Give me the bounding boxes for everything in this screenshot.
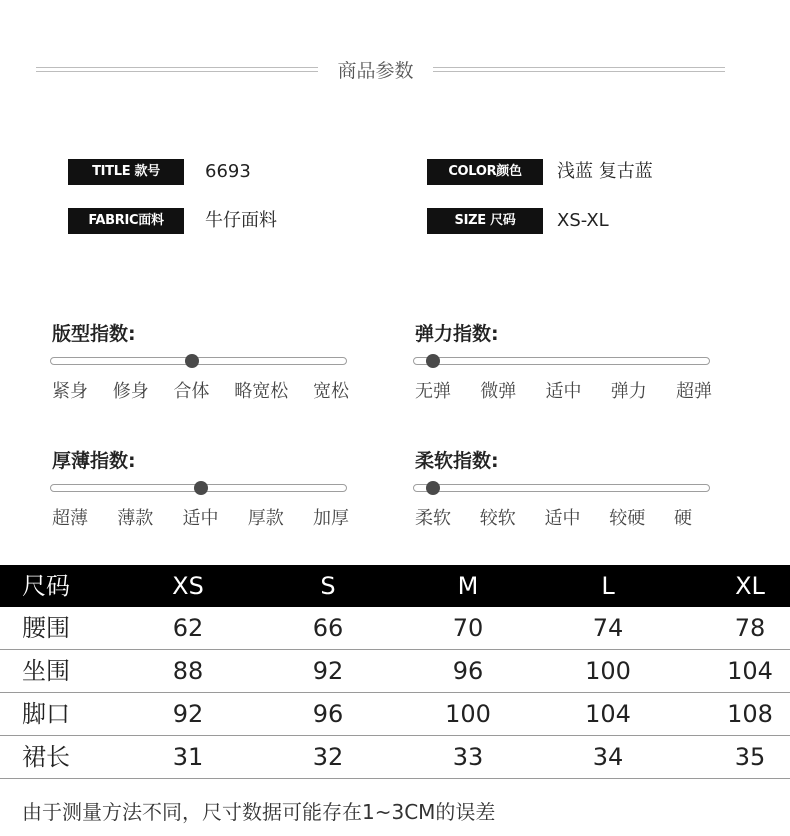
- softness-index-knob: [426, 481, 440, 495]
- header-cell: L: [601, 572, 615, 600]
- table-cell: 108: [727, 700, 773, 728]
- title-value: 6693: [205, 161, 251, 182]
- table-cell: 腰围: [22, 614, 70, 642]
- header-cell: 尺码: [22, 572, 70, 600]
- thickness-option-3: 适中: [182, 508, 219, 529]
- table-row: [0, 693, 790, 736]
- thickness-option-4: 厚款: [247, 508, 284, 529]
- size-table: [0, 565, 790, 779]
- thickness-option-2: 薄款: [117, 508, 154, 529]
- header-cell: XS: [172, 572, 204, 600]
- thickness-index-title: 厚薄指数:: [52, 450, 136, 472]
- fit-index-options: [52, 377, 349, 403]
- thickness-index-knob: [194, 481, 208, 495]
- softness-index-options: [415, 504, 692, 530]
- color-value: 浅蓝 复古蓝: [557, 161, 653, 182]
- title-label: TITLE 款号: [68, 159, 184, 185]
- fit-option-5: 宽松: [313, 381, 349, 402]
- table-cell: 坐围: [22, 657, 70, 685]
- softness-option-5: 硬: [674, 508, 692, 529]
- elastic-option-1: 无弹: [415, 381, 451, 402]
- thickness-option-5: 加厚: [313, 508, 349, 529]
- color-label: COLOR颜色: [427, 159, 543, 185]
- fit-option-1: 紧身: [52, 381, 88, 402]
- header-divider-left: [36, 67, 318, 72]
- thickness-index-options: [52, 504, 349, 530]
- table-cell: 78: [734, 614, 766, 642]
- fabric-label: FABRIC面料: [68, 208, 184, 234]
- table-cell: 100: [445, 700, 491, 728]
- table-cell: 70: [452, 614, 484, 642]
- fit-index-title: 版型指数:: [52, 323, 136, 345]
- elastic-option-4: 弹力: [610, 381, 647, 402]
- size-table-header: [0, 565, 790, 607]
- table-cell: 31: [172, 743, 204, 771]
- softness-index-title: 柔软指数:: [415, 450, 499, 472]
- table-cell: 96: [312, 700, 344, 728]
- table-row: [0, 650, 790, 693]
- measurement-note: 由于测量方法不同，尺寸数据可能存在1~3CM的误差: [22, 800, 496, 824]
- elastic-index-title: 弹力指数:: [415, 323, 499, 345]
- table-cell: 32: [312, 743, 344, 771]
- elastic-option-5: 超弹: [676, 381, 712, 402]
- size-label: SIZE 尺码: [427, 208, 543, 234]
- table-cell: 33: [452, 743, 484, 771]
- softness-option-1: 柔软: [415, 508, 451, 529]
- table-cell: 脚口: [22, 700, 70, 728]
- table-cell: 74: [592, 614, 624, 642]
- thickness-option-1: 超薄: [52, 508, 88, 529]
- table-cell: 66: [312, 614, 344, 642]
- fit-option-4: 略宽松: [234, 381, 289, 402]
- table-cell: 裙长: [22, 743, 70, 771]
- table-cell: 92: [312, 657, 344, 685]
- page-title: 商品参数: [337, 60, 414, 82]
- header-cell: XL: [735, 572, 765, 600]
- softness-option-3: 适中: [544, 508, 581, 529]
- table-cell: 88: [172, 657, 204, 685]
- table-cell: 35: [734, 743, 766, 771]
- table-cell: 104: [727, 657, 773, 685]
- elastic-index-knob: [426, 354, 440, 368]
- table-cell: 62: [172, 614, 204, 642]
- elastic-index-slider: [413, 357, 710, 365]
- table-cell: 92: [172, 700, 204, 728]
- fit-index-knob: [185, 354, 199, 368]
- fit-option-2: 修身: [112, 381, 149, 402]
- header-cell: S: [320, 572, 336, 600]
- size-value: XS-XL: [557, 210, 609, 231]
- table-row: [0, 607, 790, 650]
- table-cell: 96: [452, 657, 484, 685]
- table-cell: 104: [585, 700, 631, 728]
- fit-option-3: 合体: [173, 381, 210, 402]
- softness-option-4: 较硬: [609, 508, 646, 529]
- softness-index-slider: [413, 484, 710, 492]
- table-cell: 34: [592, 743, 624, 771]
- fabric-value: 牛仔面料: [205, 210, 277, 231]
- elastic-option-2: 微弹: [480, 381, 517, 402]
- elastic-option-3: 适中: [545, 381, 582, 402]
- elastic-index-options: [415, 377, 712, 403]
- header-divider-right: [433, 67, 725, 72]
- softness-option-2: 较软: [479, 508, 516, 529]
- table-cell: 100: [585, 657, 631, 685]
- header-cell: M: [457, 572, 479, 600]
- table-row: [0, 736, 790, 779]
